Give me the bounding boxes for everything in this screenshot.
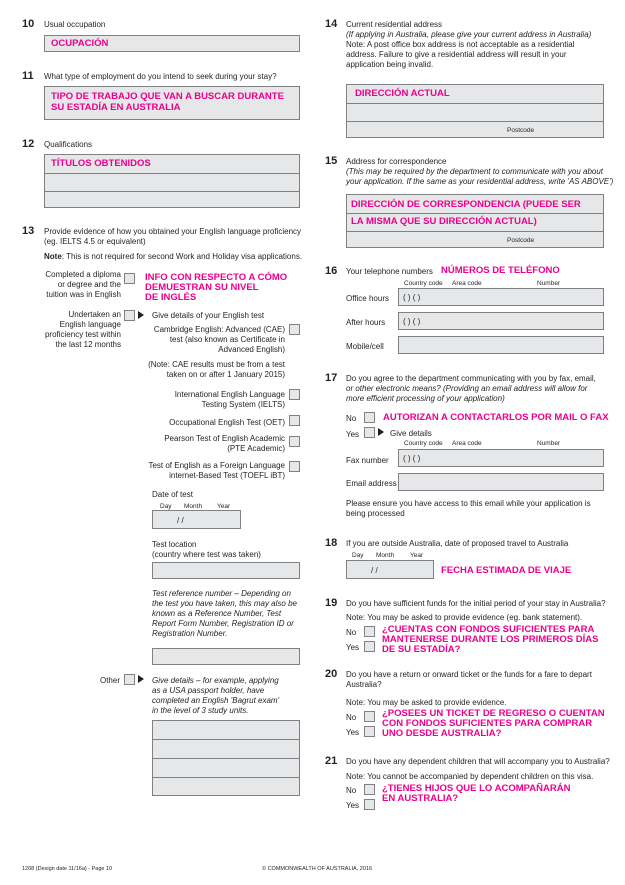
q10-number: 10 xyxy=(22,18,35,30)
q20-yes-checkbox[interactable] xyxy=(364,726,375,737)
q17-label: Do you agree to the department communicating with you by fax, email, or other electronic means? (Providing an email address will allow for more efficient processing of your application) xyxy=(346,374,596,403)
q10-field[interactable] xyxy=(44,35,300,52)
q13-answer: INFO CON RESPECTO A CÓMO DEMUESTRAN SU NIVEL DE INGLÉS xyxy=(145,272,288,303)
q19-no-checkbox[interactable] xyxy=(364,626,375,637)
day-label: Day xyxy=(352,552,364,559)
month-label: Month xyxy=(376,552,395,559)
q13-label-line2: (eg. IELTS 4.5 or equivalent) xyxy=(44,237,146,246)
q10-answer: OCUPACIÓN xyxy=(51,38,109,49)
q18-answer: FECHA ESTIMADA DE VIAJE xyxy=(441,565,572,576)
test-location-label: Test location (country where test was taken) xyxy=(152,540,261,559)
q15-answer-line1: DIRECCIÓN DE CORRESPONDENCIA (PUEDE SER xyxy=(351,199,581,210)
q17-yes-checkbox[interactable] xyxy=(364,427,375,438)
q19-label: Do you have sufficient funds for the initial period of your stay in Australia? xyxy=(346,599,606,608)
q20-no-checkbox[interactable] xyxy=(364,711,375,722)
oet-label: Occupational English Test (OET) xyxy=(169,418,285,427)
cae-note: (Note: CAE results must be from a test taken on or after 1 January 2015) xyxy=(148,360,285,379)
q17-no-label: No xyxy=(346,414,357,423)
oet-checkbox[interactable] xyxy=(289,415,300,426)
q15-subtext: (This may be required by the department to communicate with you about your application. If the same as your residential address, write 'AS ABOVE') xyxy=(346,167,614,186)
q14-label: Current residential address xyxy=(346,20,443,29)
day-label: Day xyxy=(160,503,172,510)
q17-answer: AUTORIZAN A CONTACTARLOS POR MAIL O FAX xyxy=(383,412,609,423)
fax-label: Fax number xyxy=(346,456,389,465)
q12-label: Qualifications xyxy=(44,140,93,149)
q19-note: Note: You may be asked to provide evidence (eg. bank statement). xyxy=(346,613,583,622)
q21-number: 21 xyxy=(325,755,338,767)
phone-parens: ( ) ( ) xyxy=(403,454,421,463)
after-hours-field[interactable] xyxy=(398,312,604,330)
mobile-field[interactable] xyxy=(398,336,604,354)
q16-answer: NÚMEROS DE TELÉFONO xyxy=(441,265,560,276)
q21-yes-checkbox[interactable] xyxy=(364,799,375,810)
q19-answer: ¿CUENTAS CON FONDOS SUFICIENTES PARA MANTENERSE DURANTE LOS PRIMEROS DÍAS DE SU ESTADÍA? xyxy=(382,624,599,655)
q15-postcode-label: Postcode xyxy=(507,237,535,244)
q17-yes-label: Yes xyxy=(346,430,360,439)
after-hours-label: After hours xyxy=(346,318,386,327)
q14-answer: DIRECCIÓN ACTUAL xyxy=(355,88,450,99)
q18-date-field[interactable] xyxy=(346,560,434,579)
arrow-right-icon xyxy=(378,428,384,436)
row-divider xyxy=(153,758,299,759)
q20-no-label: No xyxy=(346,713,357,722)
q12-answer: TÍTULOS OBTENIDOS xyxy=(51,158,151,169)
diploma-label: Completed a diploma or degree and the tuition was in English xyxy=(45,270,121,299)
date-of-test-field[interactable] xyxy=(152,510,241,529)
mobile-label: Mobile/cell xyxy=(346,342,384,351)
row-divider xyxy=(347,213,603,214)
footer-copyright: © COMMONWEALTH OF AUSTRALIA, 2016 xyxy=(262,866,372,872)
q18-number: 18 xyxy=(325,537,338,549)
cae-checkbox[interactable] xyxy=(289,324,300,335)
q11-field[interactable] xyxy=(44,86,300,120)
q14-number: 14 xyxy=(325,18,338,30)
test-reference-label: Test reference number – Depending on the test you have taken, this may also be known as a Reference Number, Test Report Form Number, Registration ID or Registration Number. xyxy=(152,589,297,638)
row-divider xyxy=(347,231,603,232)
q21-no-label: No xyxy=(346,786,357,795)
q15-answer-line2: LA MISMA QUE SU DIRECCIÓN ACTUAL) xyxy=(351,216,537,227)
q18-label: If you are outside Australia, date of proposed travel to Australia xyxy=(346,539,569,548)
q12-number: 12 xyxy=(22,138,35,150)
q17-give-details: Give details xyxy=(390,429,432,438)
q19-no-label: No xyxy=(346,628,357,637)
number-label: Number xyxy=(537,280,561,287)
month-label: Month xyxy=(184,503,203,510)
row-divider xyxy=(347,121,603,122)
row-divider xyxy=(153,739,299,740)
q20-yes-label: Yes xyxy=(346,728,360,737)
q13-label-line1: Provide evidence of how you obtained your English language proficiency xyxy=(44,227,302,236)
q19-yes-label: Yes xyxy=(346,643,360,652)
ielts-checkbox[interactable] xyxy=(289,389,300,400)
toefl-label: Test of English as a Foreign Language internet-Based Test (TOEFL iBT) xyxy=(148,461,285,480)
q20-label: Do you have a return or onward ticket or the funds for a fare to depart Australia? xyxy=(346,670,592,689)
q21-answer: ¿TIENES HIJOS QUE LO ACOMPAÑARÁN EN AUSTRALIA? xyxy=(382,783,571,804)
q15-label: Address for correspondence xyxy=(346,157,447,166)
country-code-label: Country code xyxy=(404,440,443,447)
give-details-test-label: Give details of your English test xyxy=(152,311,265,320)
email-label: Email address xyxy=(346,479,397,488)
undertaken-label: Undertaken an English language proficiency test within the last 12 months xyxy=(44,310,121,349)
other-details-label: Give details – for example, applying as a USA passport holder, have completed an English 'Bagrut exam' in the level of 3 study units. xyxy=(152,676,280,715)
arrow-right-icon xyxy=(138,311,144,319)
row-divider xyxy=(347,103,603,104)
phone-parens: ( ) ( ) xyxy=(403,293,421,302)
q16-label: Your telephone numbers xyxy=(346,267,433,276)
q20-number: 20 xyxy=(325,668,338,680)
date-of-test-label: Date of test xyxy=(152,490,193,499)
q21-label: Do you have any dependent children that will accompany you to Australia? xyxy=(346,757,610,766)
cae-label: Cambridge English: Advanced (CAE) test (also known as Certificate in Advanced English) xyxy=(153,325,285,354)
q10-label: Usual occupation xyxy=(44,20,106,29)
email-field[interactable] xyxy=(398,473,604,491)
q15-number: 15 xyxy=(325,155,338,167)
q14-subtext: (If applying in Australia, please give your current address in Australia) Note: A post office box address is not acceptable as a residential address. Failure to give a residential address will result in your application being invalid. xyxy=(346,30,592,69)
arrow-right-icon xyxy=(138,675,144,683)
ielts-label: International English Language Testing System (IELTS) xyxy=(174,390,285,409)
q13-number: 13 xyxy=(22,225,35,237)
q19-number: 19 xyxy=(325,597,338,609)
pte-label: Pearson Test of English Academic (PTE Academic) xyxy=(164,434,285,453)
date-separators: / / xyxy=(177,516,184,525)
test-reference-field[interactable] xyxy=(152,648,300,665)
q17-number: 17 xyxy=(325,372,338,384)
q11-answer-line1: TIPO DE TRABAJO QUE VAN A BUSCAR DURANTE xyxy=(51,91,284,102)
toefl-checkbox[interactable] xyxy=(289,461,300,472)
footer-form-id: 1208 (Design date 11/16a) - Page 10 xyxy=(22,866,113,872)
other-checkbox[interactable] xyxy=(124,674,135,685)
diploma-checkbox[interactable] xyxy=(124,273,135,284)
q11-number: 11 xyxy=(22,70,34,82)
phone-parens: ( ) ( ) xyxy=(403,317,421,326)
test-location-field[interactable] xyxy=(152,562,300,579)
other-label: Other xyxy=(99,676,120,685)
q21-yes-label: Yes xyxy=(346,801,360,810)
country-code-label: Country code xyxy=(404,280,443,287)
q11-label: What type of employment do you intend to seek during your stay? xyxy=(44,72,277,81)
other-details-field[interactable] xyxy=(152,720,300,796)
q12-field[interactable] xyxy=(44,154,300,208)
q17-ensure-text: Please ensure you have access to this email while your application is being processed xyxy=(346,499,591,518)
row-divider xyxy=(45,191,299,192)
q11-answer-line2: SU ESTADÍA EN AUSTRALIA xyxy=(51,102,181,113)
office-hours-label: Office hours xyxy=(346,294,389,303)
q16-number: 16 xyxy=(325,265,338,277)
q19-yes-checkbox[interactable] xyxy=(364,641,375,652)
number-label: Number xyxy=(537,440,561,447)
q14-postcode-label: Postcode xyxy=(507,127,535,134)
q20-note: Note: You may be asked to provide evidence. xyxy=(346,698,507,707)
q13-note: Note: This is not required for second Work and Holiday visa applications. xyxy=(44,252,303,261)
q14-field[interactable] xyxy=(346,84,604,138)
q17-no-checkbox[interactable] xyxy=(364,412,375,423)
row-divider xyxy=(153,777,299,778)
q20-answer: ¿POSEES UN TICKET DE REGRESO O CUENTAN CON FONDOS SUFICIENTES PARA COMPRAR UNO DESDE AUSTRALIA? xyxy=(382,708,605,739)
row-divider xyxy=(45,173,299,174)
year-label: Year xyxy=(217,503,231,510)
pte-checkbox[interactable] xyxy=(289,436,300,447)
office-hours-field[interactable] xyxy=(398,288,604,306)
year-label: Year xyxy=(410,552,424,559)
q21-note: Note: You cannot be accompanied by dependent children on this visa. xyxy=(346,772,594,781)
undertaken-checkbox[interactable] xyxy=(124,310,135,321)
date-separators: / / xyxy=(371,566,378,575)
area-code-label: Area code xyxy=(452,280,482,287)
fax-field[interactable] xyxy=(398,449,604,467)
q15-field[interactable] xyxy=(346,194,604,248)
q21-no-checkbox[interactable] xyxy=(364,784,375,795)
area-code-label: Area code xyxy=(452,440,482,447)
